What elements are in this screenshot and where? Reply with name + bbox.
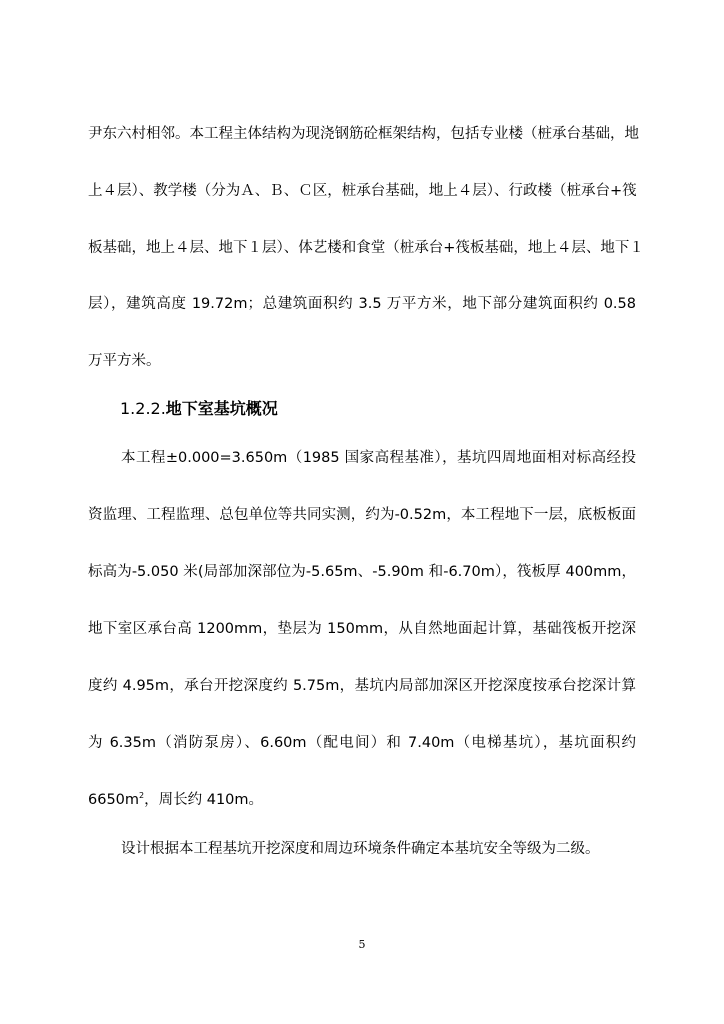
section-title: 地下室基坑概况 (165, 399, 278, 418)
text-line: 尹东六村相邻。本工程主体结构为现浇钢筋砼框架结构，包括专业楼（桩承台基础，地 (88, 126, 639, 142)
text-line: 本工程±0.000=3.650m（1985 国家高程基准），基坑四周地面相对标高经投 (121, 450, 636, 466)
section-heading (120, 399, 278, 419)
text-line: 标高为-5.050 米(局部加深部位为-5.65m、-5.90m 和-6.70m），筏板厚 400mm， (88, 564, 636, 580)
text-line: 地下室区承台高 1200mm，垫层为 150mm，从自然地面起计算，基础筏板开挖深 (88, 621, 636, 637)
safety-level-paragraph: 设计根据本工程基坑开挖深度和周边环境条件确定本基坑安全等级为二级。 (121, 841, 600, 857)
text-line: 层），建筑高度 19.72m；总建筑面积约 3.5 万平方米，地下部分建筑面积约 0.58 (88, 296, 636, 312)
section-number: 1.2.2. (120, 399, 166, 418)
text-line: 万平方米。 (88, 353, 161, 369)
text-line: 资监理、工程监理、总包单位等共同实测，约为-0.52m，本工程地下一层，底板板面 (88, 507, 636, 523)
superscript: 2 (139, 791, 145, 801)
text-line: 为 6.35m（消防泵房）、6.60m（配电间）和 7.40m（电梯基坑），基坑面积约 (88, 735, 636, 751)
text-fragment: ，周长约 410m。 (144, 792, 264, 808)
area-value: 6650m (88, 792, 140, 808)
text-line: 板基础，地上４层、地下１层）、体艺楼和食堂（桩承台+筏板基础，地上４层、地下１ (88, 240, 644, 256)
text-line (88, 791, 636, 809)
text-line: 上４层）、教学楼（分为Ａ、Ｂ、Ｃ区，桩承台基础，地上４层）、行政楼（桩承台+筏 (88, 183, 637, 199)
page-number: 5 (358, 938, 366, 951)
text-line: 度约 4.95m，承台开挖深度约 5.75m，基坑内局部加深区开挖深度按承台挖深计算 (88, 678, 636, 694)
